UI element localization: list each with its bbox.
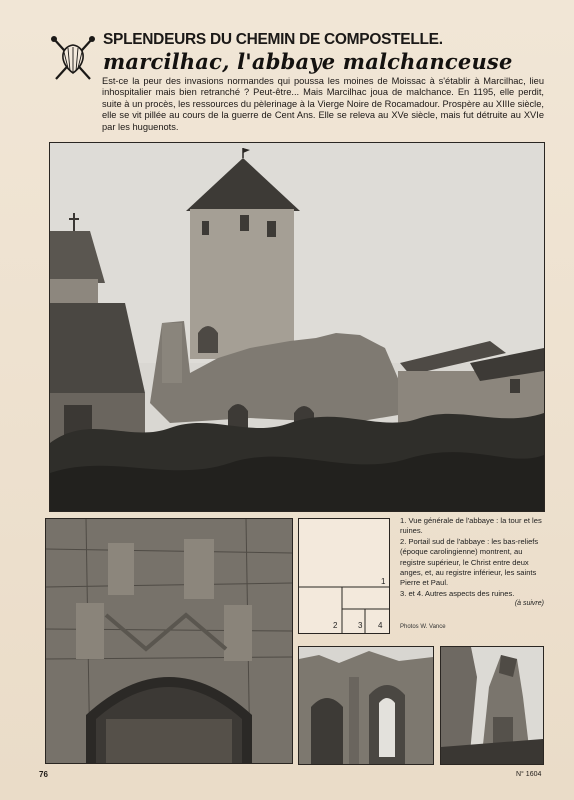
photo-credit: Photos W. Vance [400, 624, 446, 630]
photo-ruins-3 [298, 646, 434, 765]
issue-number: N° 1604 [516, 771, 542, 778]
key-label-3: 3 [358, 621, 363, 630]
key-label-2: 2 [333, 621, 338, 630]
caption-1: 1. Vue générale de l'abbaye : la tour et les ruines. [400, 516, 542, 536]
page-number: 76 [39, 770, 48, 779]
pilgrim-shell-emblem-icon [50, 33, 96, 83]
caption-2: 2. Portail sud de l'abbaye : les bas-reliefs (époque carolingienne) montrent, au registre supérieur, le Christ entre deux anges, et, au registre inférieur, les saints Pierre et Paul. [400, 536, 539, 588]
photo-captions [400, 516, 544, 610]
intro-paragraph: Est-ce la peur des invasions normandes qui poussa les moines de Moissac à s'établir à Marcilhac, lieu inhospitalier mais bien retranché ? Peut-être... Mais Marcilhac joua de malchance. En 1195, elle perdit, suite à un procès, les ressources du pèlerinage à la Vierge Noire de Rocamadour. Prospère au XIIIe siècle, elle se vit pillée au cours de la guerre de Cent Ans. Elle se releva au XVe siècle, mais fut détruite au XVIe par les huguenots. [102, 76, 544, 132]
photo-south-portal [45, 518, 293, 764]
key-label-1: 1 [381, 577, 386, 586]
article-title: marcilhac, l'abbaye malchanceuse [103, 49, 513, 74]
photo-layout-key [298, 518, 390, 634]
photo-ruins-4 [440, 646, 544, 765]
series-heading: SPLENDEURS DU CHEMIN DE COMPOSTELLE. [103, 31, 443, 48]
to-be-continued: (à suivre) [514, 600, 544, 608]
caption-3-4: 3. et 4. Autres aspects des ruines. [400, 588, 515, 598]
key-label-4: 4 [378, 621, 383, 630]
photo-abbey-general-view [49, 142, 545, 512]
